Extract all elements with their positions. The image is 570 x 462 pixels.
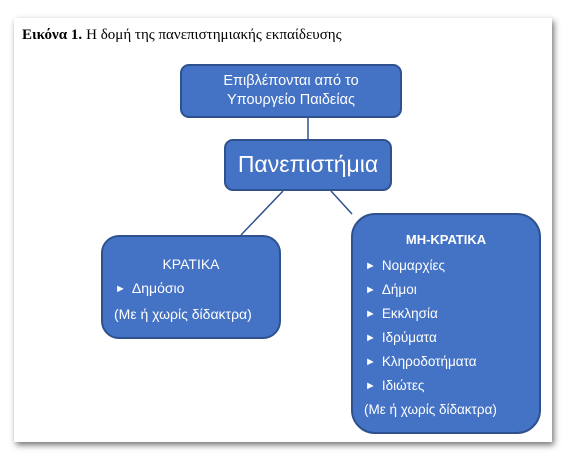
state-item-label: Δημόσιο <box>131 280 185 296</box>
nonstate-item <box>365 354 477 369</box>
nonstate-item <box>365 282 417 297</box>
state-title: ΚΡΑΤΙΚΑ <box>162 256 220 272</box>
bullet-icon: ► <box>115 283 126 295</box>
nonstate-item-label: Δήμοι <box>381 282 417 297</box>
state-item <box>115 280 184 296</box>
nonstate-item-label: Ιδιώτες <box>381 378 425 393</box>
universities-box <box>224 139 392 191</box>
bullet-icon: ► <box>365 332 376 344</box>
supervision-box <box>180 64 402 118</box>
nonstate-universities-box <box>351 213 541 434</box>
nonstate-note: (Με ή χωρίς δίδακτρα) <box>364 402 497 417</box>
bullet-icon: ► <box>365 308 376 320</box>
nonstate-item-label: Νομαρχίες <box>381 258 446 273</box>
bullet-icon: ► <box>365 284 376 296</box>
nonstate-item <box>365 378 424 393</box>
nonstate-item-label: Κληροδοτήματα <box>381 354 477 369</box>
bullet-icon: ► <box>365 356 376 368</box>
supervision-line-1: Επιβλέπονται από το <box>223 73 359 89</box>
nonstate-item-label: Εκκλησία <box>381 306 438 321</box>
state-note: (Με ή χωρίς δίδακτρα) <box>114 306 252 322</box>
universities-label: Πανεπιστήμια <box>237 151 379 177</box>
connector-right <box>331 191 352 214</box>
bullet-icon: ► <box>365 380 376 392</box>
nonstate-item <box>365 258 445 273</box>
nonstate-title: ΜΗ-ΚΡΑΤΙΚΑ <box>405 232 487 247</box>
caption-text: Η δομή της πανεπιστημιακής εκπαίδευσης <box>86 27 342 43</box>
connector-left <box>241 191 283 235</box>
nonstate-item <box>365 306 438 321</box>
bullet-icon: ► <box>365 260 376 272</box>
supervision-line-2: Υπουργείο Παιδείας <box>227 92 355 108</box>
state-universities-box <box>101 235 281 339</box>
nonstate-item <box>365 330 437 345</box>
nonstate-item-label: Ιδρύματα <box>381 330 437 345</box>
caption-label: Εικόνα 1. <box>22 27 83 43</box>
